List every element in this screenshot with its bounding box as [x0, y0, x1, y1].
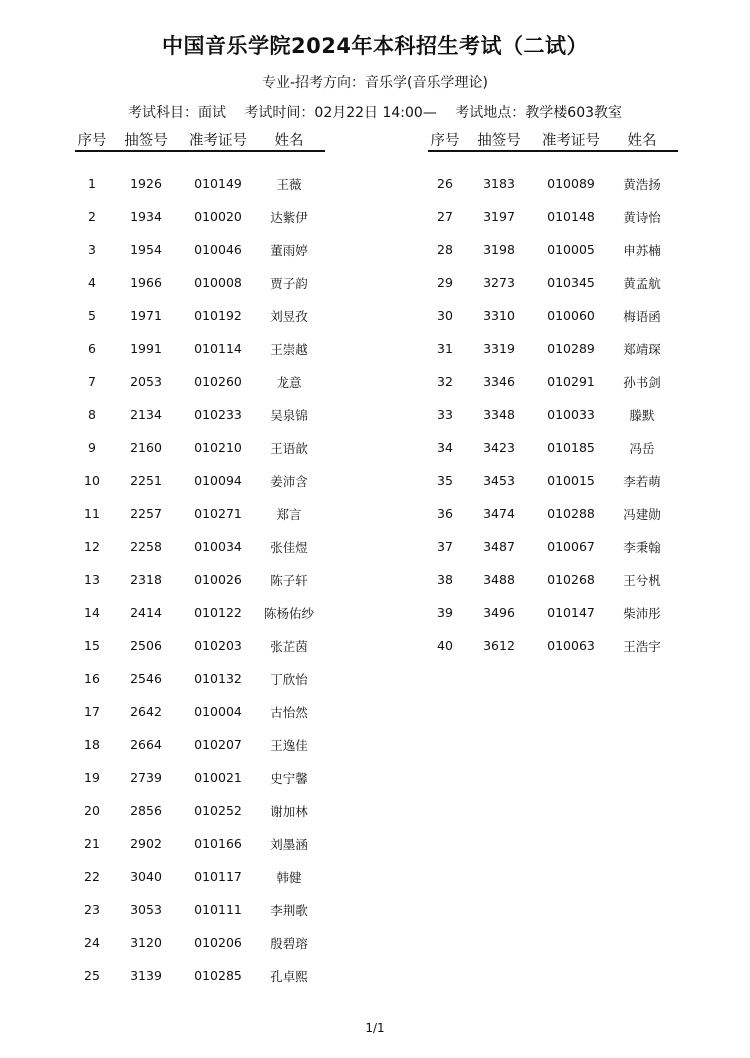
cell-name: 孔卓熙: [270, 968, 308, 984]
cell-name: 王薇: [276, 176, 302, 192]
cell-seq: 12: [84, 539, 100, 554]
cell-ticket-number: 010021: [194, 770, 242, 785]
cell-draw-number: 3139: [130, 968, 162, 983]
cell-seq: 18: [84, 737, 100, 752]
table-row: [75, 497, 325, 530]
page-number: 1/1: [365, 1021, 385, 1035]
cell-ticket-number: 010233: [194, 407, 242, 422]
cell-draw-number: 3612: [483, 638, 515, 653]
cell-draw-number: 3474: [483, 506, 515, 521]
cell-draw-number: 3346: [483, 374, 515, 389]
cell-seq: 29: [437, 275, 453, 290]
header-draw-number: 抽签号: [477, 132, 521, 149]
cell-seq: 36: [437, 506, 453, 521]
cell-draw-number: 3487: [483, 539, 515, 554]
cell-draw-number: 2414: [130, 605, 162, 620]
cell-draw-number: 2258: [130, 539, 162, 554]
table-row: [75, 959, 325, 992]
cell-draw-number: 3183: [483, 176, 515, 191]
cell-name: 姜沛含: [270, 473, 308, 489]
cell-draw-number: 1991: [130, 341, 162, 356]
cell-draw-number: 2739: [130, 770, 162, 785]
cell-draw-number: 2902: [130, 836, 162, 851]
cell-name: 丁欣怡: [270, 671, 308, 687]
cell-ticket-number: 010345: [547, 275, 595, 290]
cell-name: 冯建勋: [623, 506, 661, 522]
table-row: [75, 596, 325, 629]
cell-draw-number: 1954: [130, 242, 162, 257]
cell-draw-number: 3120: [130, 935, 162, 950]
table-row: [75, 860, 325, 893]
header-ticket-number: 准考证号: [542, 132, 600, 149]
cell-seq: 2: [88, 209, 96, 224]
cell-draw-number: 3040: [130, 869, 162, 884]
cell-draw-number: 2318: [130, 572, 162, 587]
table-row: [428, 266, 678, 299]
cell-draw-number: 1934: [130, 209, 162, 224]
table-row: [75, 827, 325, 860]
cell-name: 郑言: [276, 506, 302, 522]
cell-draw-number: 3198: [483, 242, 515, 257]
cell-ticket-number: 010067: [547, 539, 595, 554]
table-row: [75, 695, 325, 728]
cell-seq: 3: [88, 242, 96, 257]
table-header: [75, 128, 325, 152]
cell-seq: 6: [88, 341, 96, 356]
cell-ticket-number: 010147: [547, 605, 595, 620]
cell-seq: 19: [84, 770, 100, 785]
cell-ticket-number: 010114: [194, 341, 242, 356]
cell-seq: 21: [84, 836, 100, 851]
table-row: [75, 200, 325, 233]
cell-ticket-number: 010268: [547, 572, 595, 587]
cell-seq: 11: [84, 506, 100, 521]
cell-ticket-number: 010089: [547, 176, 595, 191]
table-row: [428, 464, 678, 497]
cell-ticket-number: 010117: [194, 869, 242, 884]
header-seq: 序号: [77, 132, 107, 149]
header-ticket-number: 准考证号: [189, 132, 247, 149]
table-row: [428, 233, 678, 266]
cell-draw-number: 3273: [483, 275, 515, 290]
cell-seq: 30: [437, 308, 453, 323]
table-row: [75, 266, 325, 299]
cell-name: 梅语函: [623, 308, 661, 324]
cell-seq: 37: [437, 539, 453, 554]
cell-draw-number: 2856: [130, 803, 162, 818]
cell-ticket-number: 010210: [194, 440, 242, 455]
cell-ticket-number: 010291: [547, 374, 595, 389]
cell-seq: 17: [84, 704, 100, 719]
cell-name: 黄孟航: [623, 275, 661, 291]
cell-draw-number: 2506: [130, 638, 162, 653]
cell-seq: 10: [84, 473, 100, 488]
cell-name: 孙书剑: [623, 374, 661, 390]
cell-seq: 13: [84, 572, 100, 587]
cell-ticket-number: 010192: [194, 308, 242, 323]
cell-draw-number: 3453: [483, 473, 515, 488]
table-row: [428, 629, 678, 662]
cell-draw-number: 3488: [483, 572, 515, 587]
major-line: 专业-招考方向：音乐学(音乐学理论): [262, 75, 488, 91]
table-row: [428, 497, 678, 530]
cell-ticket-number: 010020: [194, 209, 242, 224]
cell-seq: 7: [88, 374, 96, 389]
header-name: 姓名: [274, 132, 304, 149]
cell-draw-number: 3053: [130, 902, 162, 917]
cell-ticket-number: 010285: [194, 968, 242, 983]
cell-seq: 26: [437, 176, 453, 191]
cell-ticket-number: 010260: [194, 374, 242, 389]
cell-ticket-number: 010060: [547, 308, 595, 323]
cell-name: 柴沛彤: [623, 605, 661, 621]
table-row: [75, 563, 325, 596]
cell-ticket-number: 010185: [547, 440, 595, 455]
table-row: [75, 431, 325, 464]
cell-draw-number: 2257: [130, 506, 162, 521]
cell-ticket-number: 010166: [194, 836, 242, 851]
table-row: [75, 794, 325, 827]
table-row: [75, 332, 325, 365]
table-header: [428, 128, 678, 152]
cell-name: 黄诗怡: [623, 209, 661, 225]
cell-draw-number: 3496: [483, 605, 515, 620]
cell-name: 李秉翰: [623, 539, 661, 555]
table-row: [75, 365, 325, 398]
table-row: [75, 761, 325, 794]
cell-name: 吴泉锦: [270, 407, 308, 423]
table-row: [75, 629, 325, 662]
cell-seq: 38: [437, 572, 453, 587]
table-row: [75, 926, 325, 959]
cell-ticket-number: 010132: [194, 671, 242, 686]
cell-seq: 1: [88, 176, 96, 191]
cell-name: 殷碧瑢: [270, 935, 308, 951]
cell-ticket-number: 010026: [194, 572, 242, 587]
exam-time: 考试时间：02月22日 14:00—: [244, 105, 437, 121]
cell-name: 张芷茵: [270, 638, 308, 654]
cell-name: 刘昱孜: [270, 308, 308, 324]
table-row: [428, 530, 678, 563]
cell-ticket-number: 010252: [194, 803, 242, 818]
cell-seq: 31: [437, 341, 453, 356]
cell-seq: 8: [88, 407, 96, 422]
cell-ticket-number: 010015: [547, 473, 595, 488]
cell-ticket-number: 010206: [194, 935, 242, 950]
cell-ticket-number: 010289: [547, 341, 595, 356]
table-row: [428, 398, 678, 431]
cell-draw-number: 2251: [130, 473, 162, 488]
table-row: [75, 464, 325, 497]
table-row: [75, 167, 325, 200]
cell-seq: 9: [88, 440, 96, 455]
cell-draw-number: 2546: [130, 671, 162, 686]
table-row: [428, 365, 678, 398]
candidate-table-left: [75, 128, 325, 992]
cell-name: 达紫伊: [270, 209, 308, 225]
cell-ticket-number: 010122: [194, 605, 242, 620]
cell-name: 滕默: [629, 407, 655, 423]
cell-seq: 32: [437, 374, 453, 389]
candidate-table-right: [428, 128, 678, 662]
cell-name: 韩健: [276, 869, 302, 885]
cell-ticket-number: 010005: [547, 242, 595, 257]
cell-draw-number: 3319: [483, 341, 515, 356]
cell-draw-number: 1966: [130, 275, 162, 290]
cell-seq: 14: [84, 605, 100, 620]
table-body: [75, 152, 325, 992]
cell-draw-number: 1926: [130, 176, 162, 191]
exam-location: 考试地点：教学楼603教室: [455, 105, 623, 121]
cell-name: 龙意: [276, 374, 302, 390]
exam-info: [0, 102, 750, 122]
table-row: [75, 398, 325, 431]
cell-name: 张佳煜: [270, 539, 308, 555]
table-row: [428, 332, 678, 365]
cell-ticket-number: 010271: [194, 506, 242, 521]
cell-draw-number: 3310: [483, 308, 515, 323]
cell-ticket-number: 010008: [194, 275, 242, 290]
cell-draw-number: 2642: [130, 704, 162, 719]
cell-ticket-number: 010207: [194, 737, 242, 752]
cell-name: 王逸佳: [270, 737, 308, 753]
cell-seq: 22: [84, 869, 100, 884]
cell-name: 申苏楠: [623, 242, 661, 258]
cell-name: 谢加林: [270, 803, 308, 819]
cell-seq: 5: [88, 308, 96, 323]
cell-ticket-number: 010288: [547, 506, 595, 521]
cell-ticket-number: 010033: [547, 407, 595, 422]
cell-draw-number: 3348: [483, 407, 515, 422]
cell-name: 王语歆: [270, 440, 308, 456]
cell-name: 王崇越: [270, 341, 308, 357]
header-seq: 序号: [430, 132, 460, 149]
cell-name: 黄浩扬: [623, 176, 661, 192]
cell-ticket-number: 010046: [194, 242, 242, 257]
cell-ticket-number: 010111: [194, 902, 242, 917]
table-row: [428, 200, 678, 233]
cell-ticket-number: 010149: [194, 176, 242, 191]
table-row: [75, 662, 325, 695]
table-row: [428, 431, 678, 464]
table-row: [75, 530, 325, 563]
table-row: [75, 233, 325, 266]
cell-ticket-number: 010094: [194, 473, 242, 488]
cell-draw-number: 1971: [130, 308, 162, 323]
page-title: 中国音乐学院2024年本科招生考试（二试）: [162, 34, 588, 58]
cell-ticket-number: 010203: [194, 638, 242, 653]
cell-name: 陈子轩: [270, 572, 308, 588]
cell-draw-number: 3197: [483, 209, 515, 224]
header-name: 姓名: [627, 132, 657, 149]
cell-seq: 39: [437, 605, 453, 620]
cell-name: 董雨婷: [270, 242, 308, 258]
cell-name: 陈杨佑纱: [263, 605, 314, 621]
cell-seq: 25: [84, 968, 100, 983]
cell-ticket-number: 010148: [547, 209, 595, 224]
cell-ticket-number: 010004: [194, 704, 242, 719]
cell-draw-number: 2664: [130, 737, 162, 752]
cell-draw-number: 3423: [483, 440, 515, 455]
cell-seq: 35: [437, 473, 453, 488]
cell-name: 古怡然: [270, 704, 308, 720]
table-row: [428, 596, 678, 629]
table-row: [428, 167, 678, 200]
cell-draw-number: 2134: [130, 407, 162, 422]
header-draw-number: 抽签号: [124, 132, 168, 149]
cell-seq: 34: [437, 440, 453, 455]
table-body: [428, 152, 678, 662]
cell-name: 刘墨涵: [270, 836, 308, 852]
cell-name: 郑靖琛: [623, 341, 661, 357]
table-row: [75, 893, 325, 926]
cell-seq: 24: [84, 935, 100, 950]
cell-seq: 23: [84, 902, 100, 917]
cell-name: 贾子韵: [270, 275, 308, 291]
cell-seq: 27: [437, 209, 453, 224]
table-row: [428, 563, 678, 596]
cell-name: 王浩宇: [623, 638, 661, 654]
cell-seq: 4: [88, 275, 96, 290]
cell-name: 冯岳: [629, 440, 655, 456]
table-row: [75, 728, 325, 761]
cell-name: 史宁馨: [270, 770, 308, 786]
cell-draw-number: 2160: [130, 440, 162, 455]
table-row: [75, 299, 325, 332]
exam-subject: 考试科目：面试: [127, 105, 226, 121]
cell-seq: 15: [84, 638, 100, 653]
cell-ticket-number: 010034: [194, 539, 242, 554]
cell-name: 李若萌: [623, 473, 661, 489]
cell-draw-number: 2053: [130, 374, 162, 389]
cell-seq: 40: [437, 638, 453, 653]
cell-seq: 16: [84, 671, 100, 686]
cell-ticket-number: 010063: [547, 638, 595, 653]
cell-seq: 33: [437, 407, 453, 422]
cell-name: 李荆歌: [270, 902, 308, 918]
cell-seq: 28: [437, 242, 453, 257]
table-row: [428, 299, 678, 332]
cell-seq: 20: [84, 803, 100, 818]
cell-name: 王兮杋: [623, 572, 661, 588]
